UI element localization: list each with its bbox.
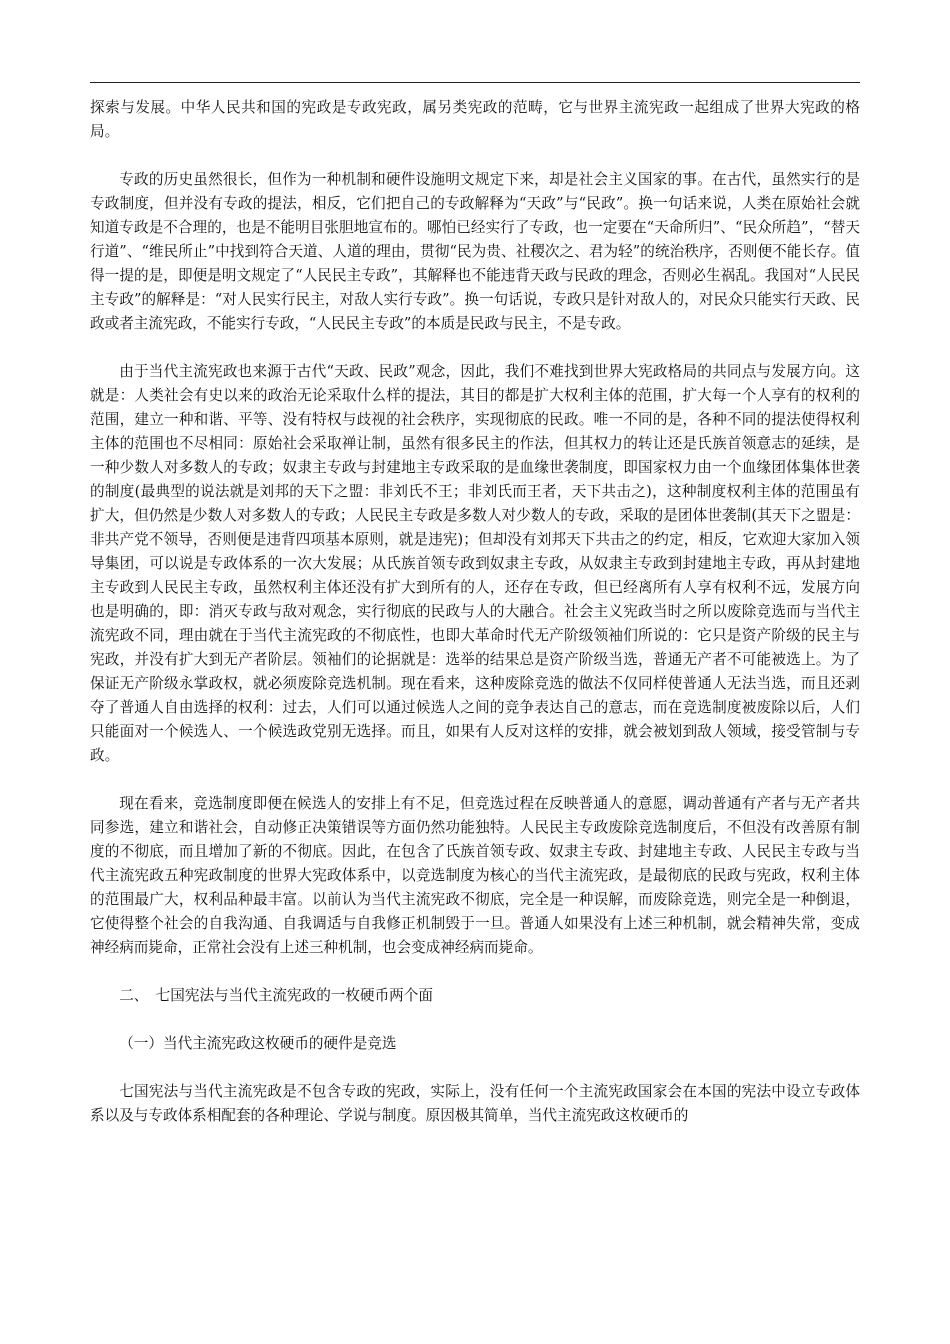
document-body bbox=[90, 96, 860, 1128]
paragraph-continuation: 探索与发展。中华人民共和国的宪政是专政宪政，属另类宪政的范畴，它与世界主流宪政一起组成了世界大宪政的格局。 bbox=[90, 99, 860, 140]
section-heading: 二、 七国宪法与当代主流宪政的一枚硬币两个面 bbox=[119, 987, 433, 1004]
paragraph-election-system: 现在看来，竞选制度即便在候选人的安排上有不足，但竞选过程在反映普通人的意愿，调动普通有产者与无产者共同参选，建立和谐社会，自动修正决策错误等方面仍然功能独特。人民民主专政废除竞选制度后，不但没有改善原有制度的不彻底，而且增加了新的不彻底。因此，在包含了氏族首领专政、奴隶主专政、封建地主专政、人民民主专政与当代主流宪政五种宪政制度的世界大宪政体系中，以竞选制度为核心的当代主流宪政，是最彻底的民政与宪政，权利主体的范围最广大，权利品种最丰富。以前认为当代主流宪政不彻底，完全是一种误解，而废除竞选，则完全是一种倒退，它使得整个社会的自我沟通、自我调适与自我修正机制毁于一旦。普通人如果没有上述三种机制，就会精神失常，变成神经病而毙命，正常社会没有上述三种机制，也会变成神经病而毙命。 bbox=[90, 795, 860, 956]
paragraph-world-constitutionalism: 由于当代主流宪政也来源于古代“天政、民政”观念，因此，我们不难找到世界大宪政格局的共同点与发展方向。这就是：人类社会有史以来的政治无论采取什么样的提法，其目的都是扩大权利主体的范围，扩大每一个人享有的权利的范围，建立一种和谐、平等、没有特权与歧视的社会秩序，实现彻底的民政。唯一不同的是，各种不同的提法使得权利主体的范围也不尽相同：原始社会采取禅让制，虽然有很多民主的作法，但其权力的转让还是氏族首领意志的延续，是一种少数人对多数人的专政；奴隶主专政与封建地主专政采取的是血缘世袭制度，即国家权力由一个血缘团体集体世袭的制度(最典型的说法就是刘邦的天下之盟：非刘氏不王；非刘氏而王者，天下共击之)，这种制度权利主体的范围虽有扩大，但仍然是少数人对多数人的专政；人民民主专政是多数人对少数人的专政，采取的是团体世袭制(其天下之盟是：非共产党不领导，否则便是违背四项基本原则，就是违宪)；但却没有刘邦天下共击之的约定，相反，它欢迎大家加入领导集团，可以说是专政体系的一次大发展；从氏族首领专政到奴隶主专政，从奴隶主专政到封建地主专政，再从封建地主专政到人民民主专政，虽然权利主体还没有扩大到所有的人，还存在专政，但已经离所有人享有权利不远，发展方向也是明确的，即：消灭专政与敌对观念，实行彻底的民政与人的大融合。社会主义宪政当时之所以废除竞选而与当代主流宪政不同，理由就在于当代主流宪政的不彻底性，也即大革命时代无产阶级领袖们所说的：它只是资产阶级的民主与宪政，并没有扩大到无产者阶层。领袖们的论据就是：选举的结果总是资产阶级当选，普通无产者不可能被选上。为了保证无产阶级永掌政权，就必须废除竞选机制。现在看来，这种废除竞选的做法不仅同样使普通人无法当选，而且还剥夺了普通人自由选择的权利：过去，人们可以通过候选人之间的竞争表达自己的意志，而在竞选制度被废除以后，人们只能面对一个候选人、一个候选政党别无选择。而且，如果有人反对这样的安排，就会被划到敌人领域，接受管制与专政。 bbox=[90, 363, 860, 764]
paragraph-seven-constitutions: 七国宪法与当代主流宪政是不包含专政的宪政，实际上，没有任何一个主流宪政国家会在本国的宪法中设立专政体系以及与专政体系相配套的各种理论、学说与制度。原因极其简单，当代主流宪政这枚硬币的 bbox=[90, 1083, 860, 1124]
paragraph-history-of-dictatorship: 专政的历史虽然很长，但作为一种机制和硬件设施明文规定下来，却是社会主义国家的事。在古代，虽然实行的是专政制度，但并没有专政的提法，相反，它们把自己的专政解释为“天政”与“民政”。换一句话来说，人类在原始社会就知道专政是不合理的，也是不能明目张胆地宣布的。哪怕已经实行了专政，也一定要在“天命所归”、“民众所趋”，“替天行道”、“维民所止”中找到符合天道、人道的理由，贯彻“民为贵、社稷次之、君为轻”的统治秩序，否则便不能长存。值得一提的是，即便是明文规定了“人民民主专政”，其解释也不能违背天政与民政的理念，否则必生祸乱。我国对“人民民主专政”的解释是：“对人民实行民主，对敌人实行专政”。换一句话说，专政只是针对敌人的，对民众只能实行天政、民政或者主流宪政，不能实行专政，“人民民主专政”的本质是民政与民主，不是专政。 bbox=[90, 171, 860, 332]
header-rule bbox=[90, 82, 860, 83]
subsection-heading: （一）当代主流宪政这枚硬币的硬件是竞选 bbox=[119, 1035, 397, 1052]
